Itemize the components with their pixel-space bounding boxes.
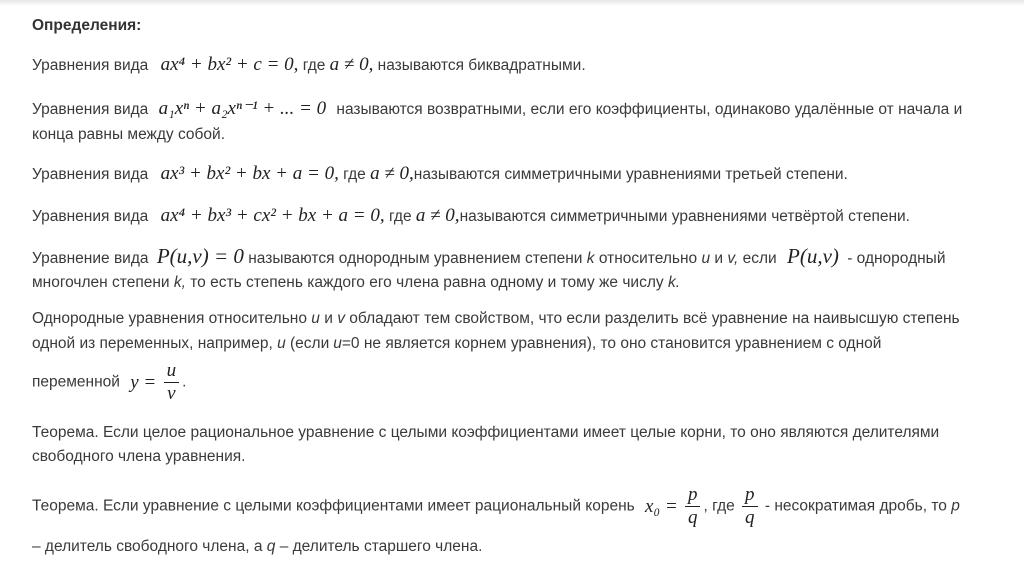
definition-biquadratic	[32, 54, 586, 76]
formula-condition: a ≠ 0,	[415, 205, 460, 226]
text: Однородные уравнения относительно	[32, 310, 307, 327]
text: то есть степень каждого его члена равна одному и тому же числу	[190, 274, 664, 291]
fraction-denominator: q	[687, 507, 698, 528]
definition-symmetric-3	[32, 163, 848, 185]
theorem-integer-roots-line1: Теорема. Если целое рациональное уравнение с целыми коэффициентами имеет целые корни, то оно являются делителями	[32, 424, 940, 441]
fraction-p-over-q	[742, 484, 758, 529]
text: Уравнения вида	[32, 208, 149, 225]
formula-polynomial: P(u,v)	[787, 244, 839, 268]
text: Уравнения вида	[32, 166, 149, 183]
formula-biquadratic: ax⁴ + bx² + c = 0,	[160, 54, 299, 75]
top-shadow-band	[0, 0, 1024, 6]
text: одной из переменных, например,	[32, 335, 273, 352]
definition-reciprocal	[32, 97, 962, 120]
text: ,	[703, 497, 708, 515]
text: называются однородным уравнением степени	[248, 250, 583, 267]
theorem-rational-root-line1	[32, 484, 960, 529]
var-p: p	[951, 497, 960, 515]
text: (если	[290, 335, 330, 352]
text: и	[714, 250, 724, 267]
formula-homogeneous: P(u,v) = 0	[156, 244, 244, 268]
formula-reciprocal: a₁xⁿ + a₂xⁿ⁻¹ + ... = 0	[158, 98, 327, 119]
definition-homogeneous-line2	[32, 274, 680, 292]
text: относительно	[598, 250, 698, 267]
homogeneous-property-line3	[32, 360, 186, 405]
var-u: u	[277, 335, 286, 352]
fraction-numerator: p	[742, 484, 758, 507]
text: обладают тем свойством, что если разделить всё уравнение на наивысшую степень	[349, 310, 960, 327]
text: – делитель свободного члена, а	[32, 538, 263, 555]
text: .	[182, 373, 187, 391]
text: многочлен степени	[32, 274, 170, 291]
formula-condition: a ≠ 0,	[329, 54, 374, 75]
text: где	[302, 57, 326, 74]
text: где	[712, 497, 735, 515]
theorem-rational-root-line2	[32, 538, 482, 556]
homogeneous-property-line2	[32, 335, 881, 353]
homogeneous-property-line1	[32, 310, 960, 328]
var-u: u	[333, 335, 342, 352]
fraction-denominator: v	[167, 383, 176, 404]
section-heading: Определения:	[32, 17, 142, 34]
fraction-numerator: p	[685, 484, 701, 507]
fraction-denominator: q	[745, 507, 755, 528]
var-v: v,	[727, 250, 739, 267]
var-u: u	[311, 310, 320, 327]
text: - несократимая дробь, то	[764, 497, 947, 515]
definition-symmetric-4	[32, 205, 910, 227]
text: Уравнения вида	[32, 101, 149, 118]
text: где	[388, 208, 412, 225]
var-k: k,	[173, 274, 186, 291]
var-v: v	[337, 310, 345, 327]
text: переменной	[32, 373, 120, 391]
var-u: u	[701, 250, 711, 267]
text: - однородный	[847, 250, 946, 267]
var-k: k	[586, 250, 595, 267]
definition-reciprocal-line2: конца равны между собой.	[32, 126, 226, 143]
text: если	[742, 250, 777, 267]
text: называются возвратными, если его коэффициенты, одинаково удалённые от начала и	[336, 101, 963, 118]
text: Уравнение вида	[32, 250, 149, 267]
formula-symmetric-4: ax⁴ + bx³ + cx² + bx + a = 0,	[160, 205, 385, 226]
formula-condition: a ≠ 0,	[370, 163, 414, 184]
var-q: q	[266, 538, 276, 555]
text: – делитель старшего члена.	[279, 538, 483, 555]
definition-homogeneous	[32, 244, 945, 269]
formula-y: y =	[130, 371, 157, 393]
formula-x0: x₀ =	[645, 495, 678, 517]
text: называются симметричными уравнениями третьей степени.	[413, 166, 848, 183]
theorem-integer-roots-line2: свободного члена уравнения.	[32, 448, 246, 465]
text: и	[324, 310, 333, 327]
text: называются биквадратными.	[377, 57, 586, 74]
text: где	[343, 166, 366, 183]
text: Уравнения вида	[32, 57, 149, 74]
text: =0 не является корнем уравнения), то оно становится уравнением с одной	[341, 335, 882, 352]
fraction-numerator: u	[164, 360, 180, 383]
fraction-u-over-v	[164, 360, 180, 405]
text: Теорема. Если уравнение с целыми коэффициентами имеет рациональный корень	[32, 497, 635, 515]
fraction-p-over-q	[685, 484, 701, 529]
formula-symmetric-3: ax³ + bx² + bx + a = 0,	[160, 163, 339, 184]
text: называются симметричными уравнениями четвёртой степени.	[459, 208, 910, 225]
var-k: k.	[667, 274, 681, 291]
